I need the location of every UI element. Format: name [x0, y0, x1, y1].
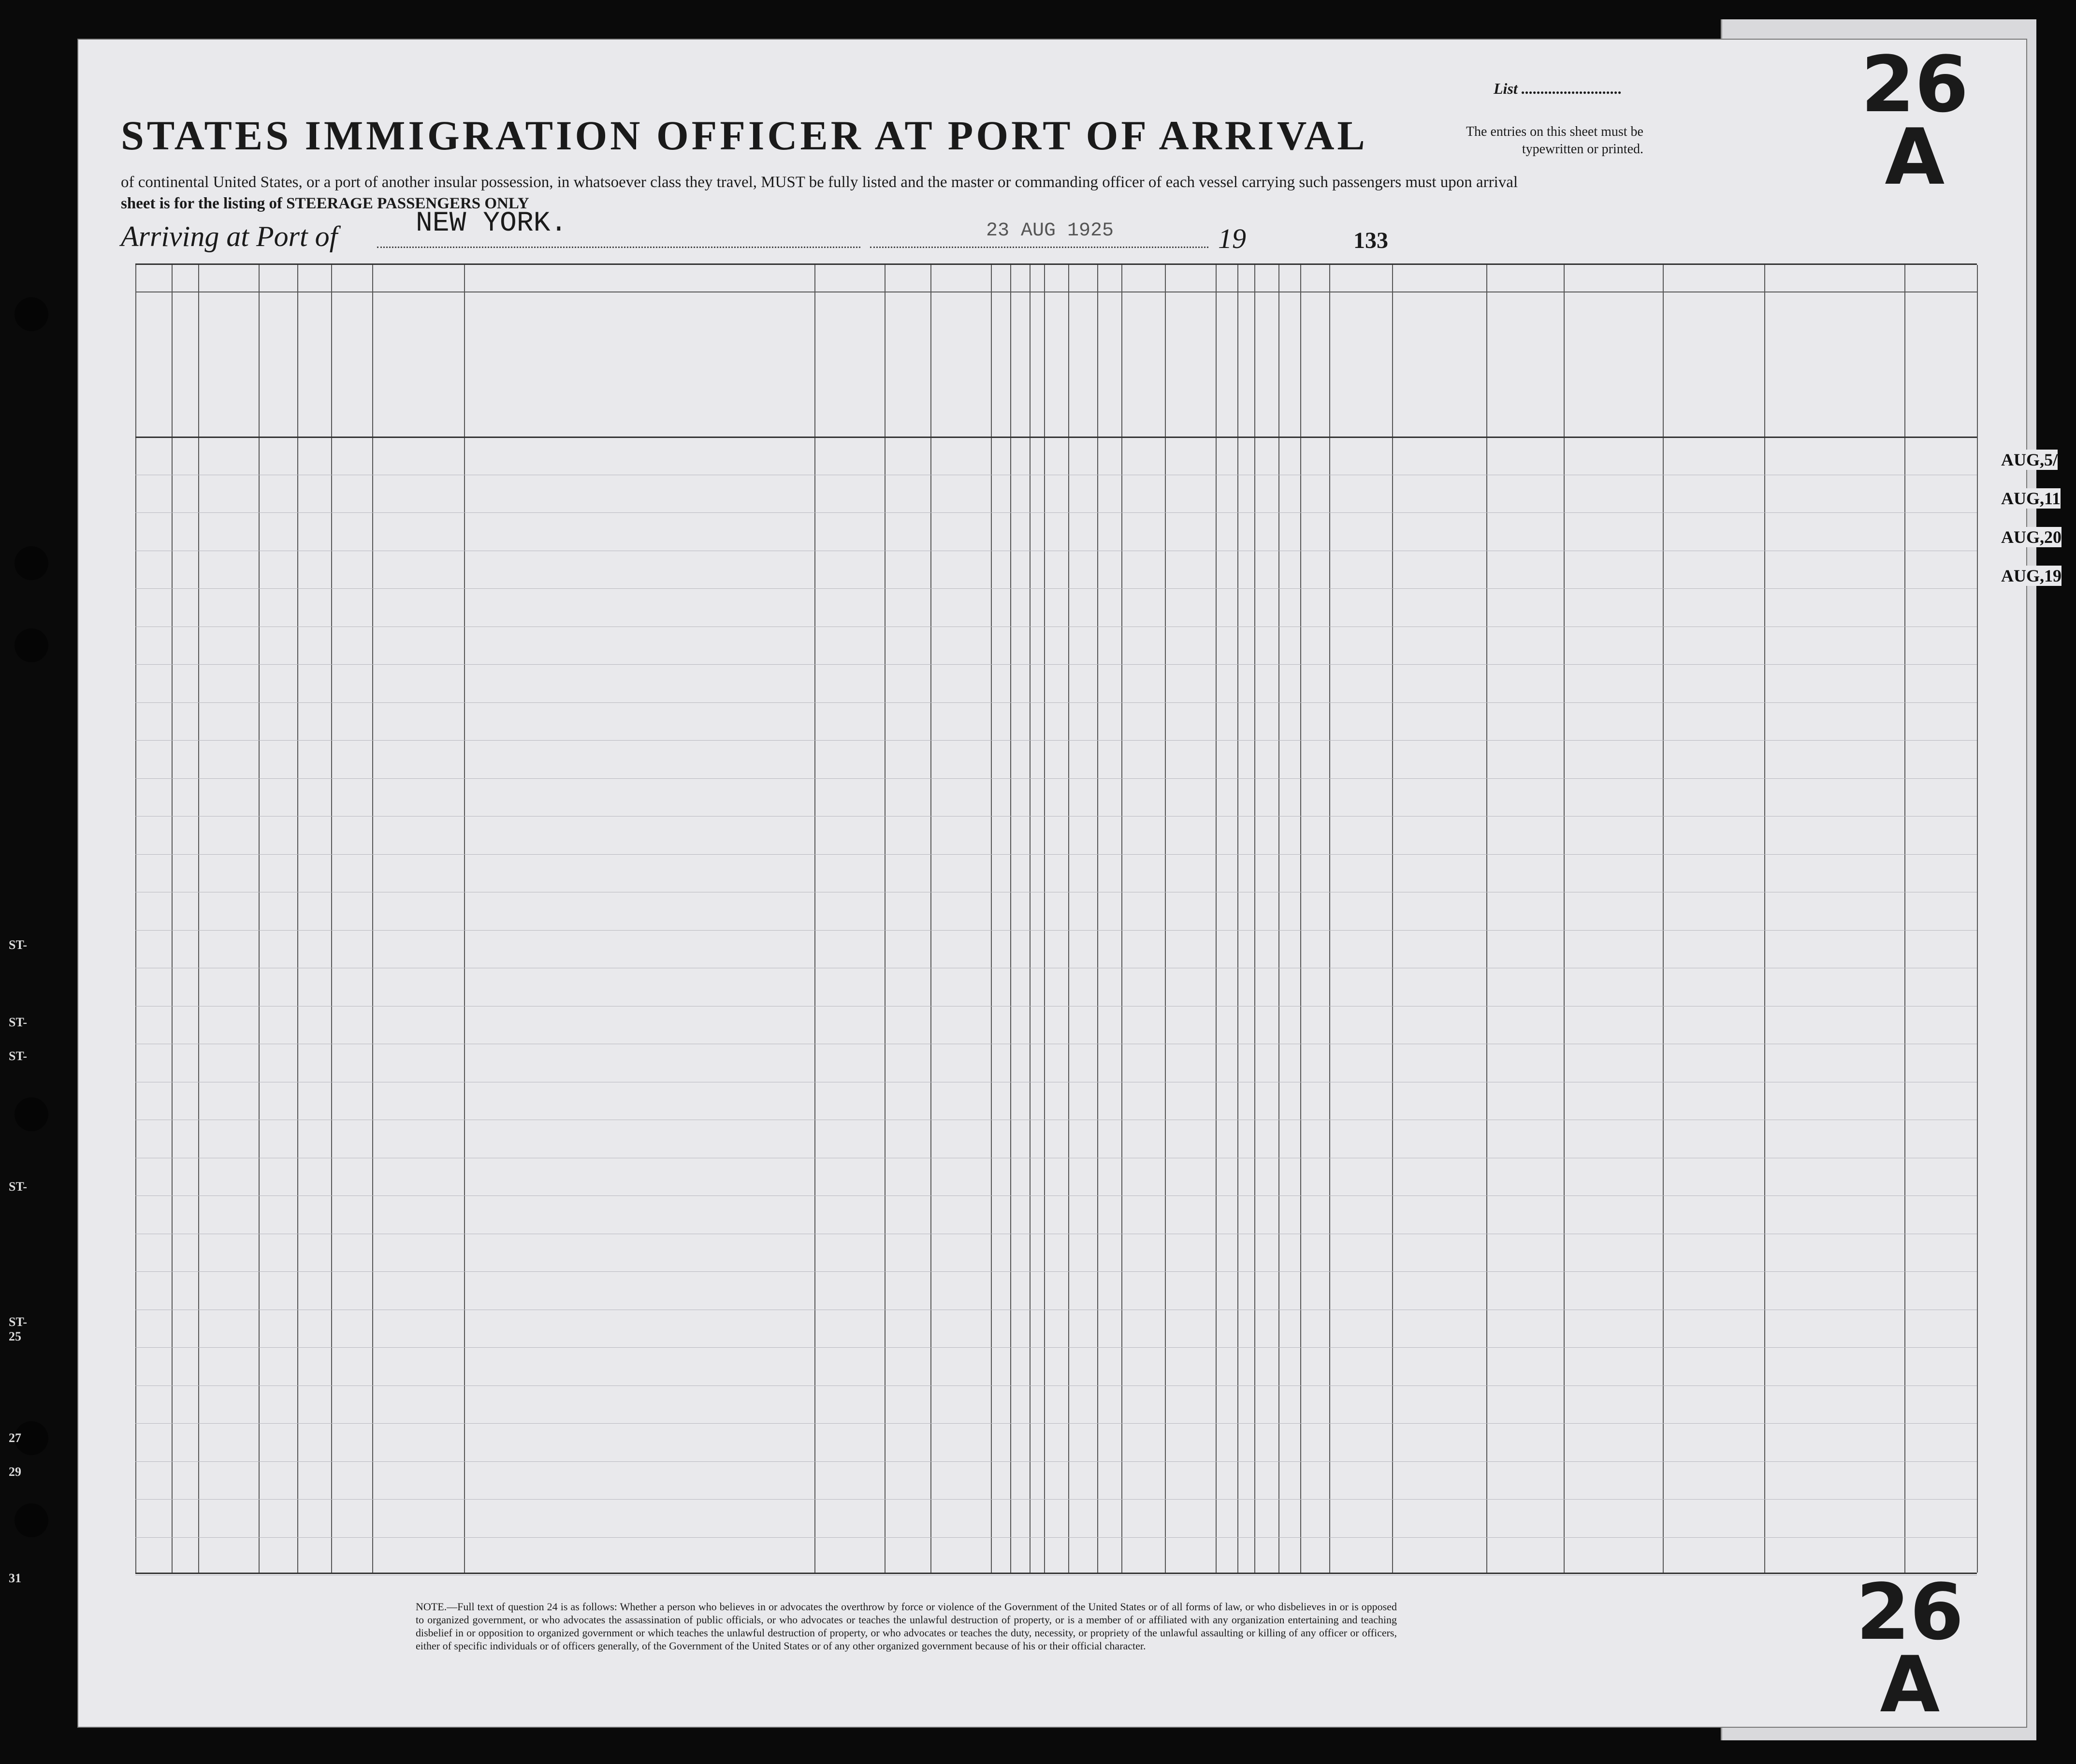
- column-divider: [1044, 265, 1045, 1573]
- column-divider: [1278, 265, 1279, 1573]
- column-label: [814, 299, 885, 432]
- edge-mark: ST-: [9, 1015, 28, 1029]
- binder-hole: [15, 1503, 48, 1537]
- row-divider: [135, 1423, 1977, 1424]
- row-divider: [135, 1195, 1977, 1196]
- row-divider: [135, 1537, 1977, 1538]
- edge-date: AUG,11: [2001, 489, 2061, 508]
- column-divider: [1663, 265, 1664, 1573]
- row-divider: [135, 1271, 1977, 1272]
- column-divider: [1392, 265, 1393, 1573]
- column-label: [991, 299, 1010, 432]
- sheet-id-stamp-top: 26 A: [1861, 39, 1969, 202]
- edge-mark: ST-: [9, 1180, 28, 1194]
- passenger-table: [135, 263, 1977, 1574]
- column-divider: [1237, 265, 1238, 1573]
- binder-hole: [15, 628, 48, 662]
- column-label: [1010, 299, 1030, 432]
- row-divider: [135, 1461, 1977, 1462]
- instruction-line-2: sheet is for the listing of STEERAGE PASSENGERS ONLY: [121, 195, 529, 212]
- port-value: NEW YORK.: [416, 208, 567, 239]
- edge-mark: 27: [9, 1431, 21, 1445]
- column-divider: [991, 265, 992, 1573]
- column-divider: [297, 265, 298, 1573]
- column-divider: [198, 265, 199, 1573]
- row-divider: [135, 512, 1977, 513]
- row-divider: [135, 740, 1977, 741]
- header-bottom: [135, 437, 1977, 438]
- column-divider: [1010, 265, 1011, 1573]
- row-divider: [135, 1385, 1977, 1386]
- column-label: [1030, 299, 1044, 432]
- column-divider: [814, 265, 815, 1573]
- column-divider: [372, 265, 373, 1573]
- sheet-id-stamp-bottom: 26 A: [1856, 1567, 1964, 1730]
- binder-hole: [15, 1097, 48, 1131]
- edge-mark: ST-: [9, 1315, 28, 1329]
- column-divider: [1097, 265, 1098, 1573]
- column-label: [1097, 299, 1121, 432]
- edge-mark: 31: [9, 1571, 21, 1585]
- row-divider: [135, 1499, 1977, 1500]
- column-divider: [1300, 265, 1301, 1573]
- column-label: [930, 299, 991, 432]
- row-divider: [135, 1347, 1977, 1348]
- column-divider: [1254, 265, 1255, 1573]
- row-divider: [135, 664, 1977, 665]
- edge-date: AUG,20: [2001, 527, 2061, 547]
- column-divider: [1030, 265, 1031, 1573]
- column-divider: [1121, 265, 1122, 1573]
- row-divider: [135, 778, 1977, 779]
- column-divider: [1165, 265, 1166, 1573]
- date-stamp: 23 AUG 1925: [986, 220, 1114, 242]
- row-divider: [135, 702, 1977, 703]
- column-divider: [172, 265, 173, 1573]
- form-title: STATES IMMIGRATION OFFICER AT PORT OF ARRIVAL: [121, 112, 1368, 159]
- column-divider: [930, 265, 931, 1573]
- column-divider: [135, 265, 136, 1573]
- column-divider: [1329, 265, 1330, 1573]
- column-label: [1121, 299, 1165, 432]
- arriving-label: Arriving at Port of: [121, 220, 338, 252]
- column-divider: [259, 265, 260, 1573]
- port-underline: [377, 247, 860, 248]
- column-label: [1329, 299, 1392, 432]
- typewritten-instruction: The entries on this sheet must be typewritten or printed.: [1466, 124, 1643, 157]
- edge-date: AUG,19: [2001, 566, 2061, 585]
- list-label: List ..........................: [1494, 80, 1622, 97]
- column-divider: [331, 265, 332, 1573]
- edge-mark: ST-: [9, 1049, 28, 1063]
- page-number: 133: [1353, 228, 1388, 253]
- column-divider: [1564, 265, 1565, 1573]
- form-instructions: [121, 172, 1668, 214]
- instruction-line-1: of continental United States, or a port of another insular possession, in whatsoever class they travel, MUST be fully listed and the master or commanding officer of each vessel carrying such passengers must upon arrival: [121, 174, 1518, 191]
- column-divider: [885, 265, 886, 1573]
- question-24-note: NOTE.—Full text of question 24 is as follows: Whether a person who believes in or advocates the overthrow by force or violence of the Government of the United States or of all forms of law, or who disbelieves in or is opposed to organized government, or who advocates the assassination of public officials, or who advocates or teaches the unlawful destruction of property, or is a member of or affiliated with any organization entertaining and teaching disbelief in or opposition to organized government or which teaches the unlawful destruction of property, or who advocates or teaches the duty, necessity, or propriety of the unlawful assaulting or killing of any officer or officers, either of specific individuals or of officers generally, of the Government of the United States or of any other organized government because of his or their official character.: [416, 1601, 1397, 1652]
- column-label: [1068, 299, 1097, 432]
- column-label: [172, 299, 198, 432]
- binder-hole: [15, 546, 48, 580]
- column-divider: [464, 265, 465, 1573]
- column-divider: [1216, 265, 1217, 1573]
- column-divider: [1068, 265, 1069, 1573]
- row-divider: [135, 854, 1977, 855]
- year-label: 19: [1218, 223, 1246, 254]
- column-divider: [1977, 265, 1978, 1573]
- column-divider: [1486, 265, 1487, 1573]
- edge-mark: 25: [9, 1329, 21, 1343]
- binder-hole: [15, 297, 48, 331]
- date-underline: [870, 247, 1208, 248]
- column-divider: [1904, 265, 1905, 1573]
- edge-mark: ST-: [9, 938, 28, 952]
- edge-date: AUG,5/: [2001, 450, 2058, 469]
- column-divider: [1764, 265, 1765, 1573]
- column-label: [885, 299, 930, 432]
- row-divider: [135, 588, 1977, 589]
- row-divider: [135, 930, 1977, 931]
- edge-mark: 29: [9, 1465, 21, 1479]
- column-label: [259, 299, 297, 432]
